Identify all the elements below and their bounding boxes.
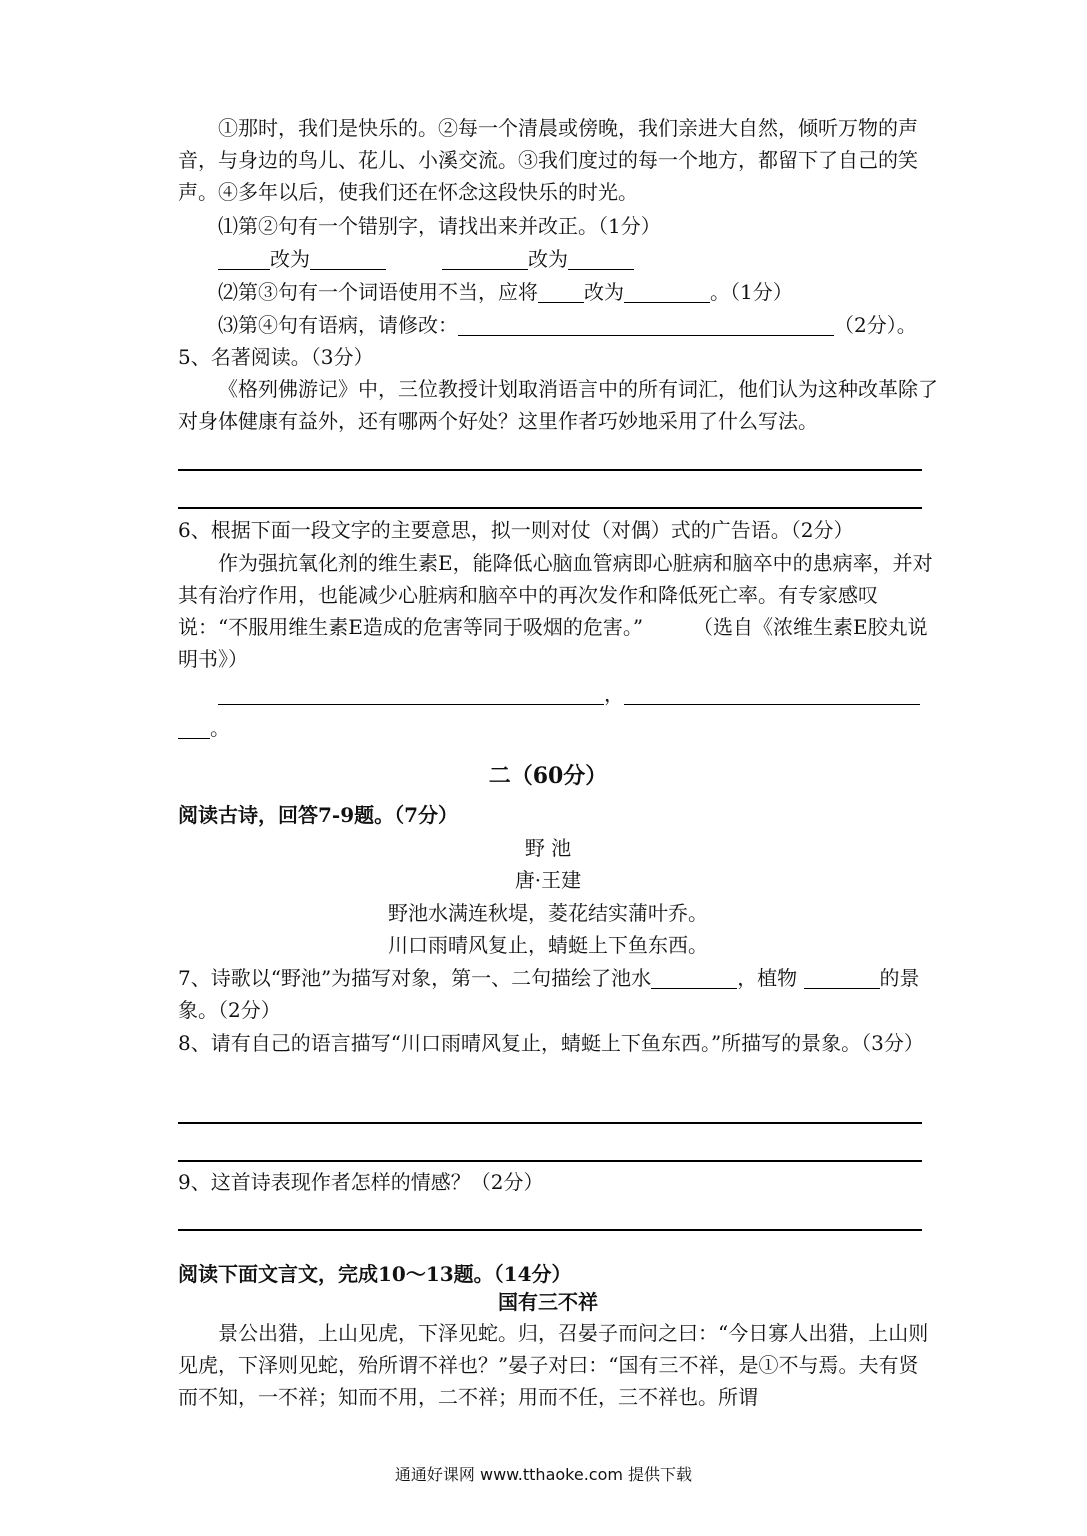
poem-author: 唐·王建 (514, 868, 582, 892)
question-5-title: 5、名著阅读。（3分） (178, 345, 374, 369)
answer-blank[interactable] (218, 247, 270, 270)
answer-blank[interactable] (624, 682, 920, 705)
question-6-text: 作为强抗氧化剂的维生素E，能降低心脑血管病即心脏病和脑卒中的患病率，并对其有治疗作用，也能减少心脏病和脑卒中的再次发作和降低死亡率。有专家感叹说：“不服用维生素E造成的危害等同于吸烟的危害。” （选自《浓维生素E胶丸说明书》） (178, 551, 933, 671)
label-text: ⑶第④句有语病，请修改： (218, 313, 458, 337)
answer-blank[interactable] (458, 313, 834, 336)
poem-instruction: 阅读古诗，回答7-9题。（7分） (178, 803, 459, 827)
answer-blank[interactable] (651, 966, 737, 989)
answer-line[interactable] (178, 507, 922, 509)
label-text: （2分）。 (834, 313, 917, 337)
classical-title: 国有三不祥 (498, 1290, 598, 1314)
question-4-3 (218, 309, 978, 341)
section-heading: 二（60分） (488, 763, 608, 789)
label-text: ， (604, 682, 624, 706)
answer-blank[interactable] (538, 280, 584, 303)
answer-blank[interactable] (804, 966, 880, 989)
label-text: ⑵第③句有一个词语使用不当，应将 (218, 280, 538, 304)
answer-blank[interactable] (442, 247, 528, 270)
label-text: 的景象。（2分） (178, 966, 920, 1022)
classical-instruction: 阅读下面文言文，完成10～13题。（14分） (178, 1262, 572, 1286)
answer-blank[interactable] (310, 247, 386, 270)
label-text: 7、诗歌以“野池”为描写对象，第一、二句描绘了池水 (178, 966, 652, 990)
question-9: 9、这首诗表现作者怎样的情感？（2分） (178, 1170, 544, 1194)
question-4-1: ⑴第②句有一个错别字，请找出来并改正。（1分） (218, 214, 661, 238)
answer-line[interactable] (178, 1160, 922, 1162)
question-7 (178, 962, 938, 1026)
label-text: 改为 (270, 247, 310, 271)
paragraph-text: ①那时，我们是快乐的。②每一个清晨或傍晚，我们亲进大自然，倾听万物的声音，与身边的鸟儿、花儿、小溪交流。③我们度过的每一个地方，都留下了自己的笑声。④多年以后，使我们还在怀念这段快乐的时光。 (178, 116, 918, 204)
question-6-end (178, 712, 938, 744)
question-8: 8、请有自己的语言描写“川口雨晴风复止，蜻蜓上下鱼东西。”所描写的景象。（3分） (178, 1031, 924, 1055)
question-4-2 (218, 276, 978, 308)
question-6-title: 6、根据下面一段文字的主要意思，拟一则对仗（对偶）式的广告语。（2分） (178, 518, 854, 542)
poem-line: 川口雨晴风复止，蜻蜓上下鱼东西。 (388, 933, 708, 957)
label-text: 。（1分） (710, 280, 793, 304)
answer-blank[interactable] (178, 716, 210, 739)
question-4-1-blanks (218, 243, 978, 275)
classical-text: 景公出猎，上山见虎，下泽见蛇。归，召晏子而问之曰：“今日寡人出猎，上山则见虎，下泽则见蛇，殆所谓不祥也？”晏子对曰：“国有三不祥，是①不与焉。夫有贤而不知，一不祥；知而不用，二不祥；用而不任，三不祥也。所谓 (178, 1321, 929, 1409)
question-6-blanks (218, 678, 978, 710)
page-footer: 通通好课网 www.tthaoke.com 提供下载 (394, 1465, 693, 1484)
label-text: 改为 (584, 280, 624, 304)
poem-line: 野池水满连秋堤，菱花结实蒲叶乔。 (388, 901, 708, 925)
answer-line[interactable] (178, 469, 922, 471)
label-text: 改为 (528, 247, 568, 271)
label-text: 。 (210, 716, 230, 740)
question-5-text: 《格列佛游记》中，三位教授计划取消语言中的所有词汇，他们认为这种改革除了对身体健康有益外，还有哪两个好处？这里作者巧妙地采用了什么写法。 (178, 377, 938, 433)
poem-title: 野 池 (524, 836, 572, 860)
answer-blank[interactable] (568, 247, 634, 270)
answer-blank[interactable] (218, 682, 604, 705)
answer-line[interactable] (178, 1122, 922, 1124)
answer-line[interactable] (178, 1229, 922, 1231)
answer-blank[interactable] (624, 280, 710, 303)
label-text: ，植物 (737, 966, 798, 990)
